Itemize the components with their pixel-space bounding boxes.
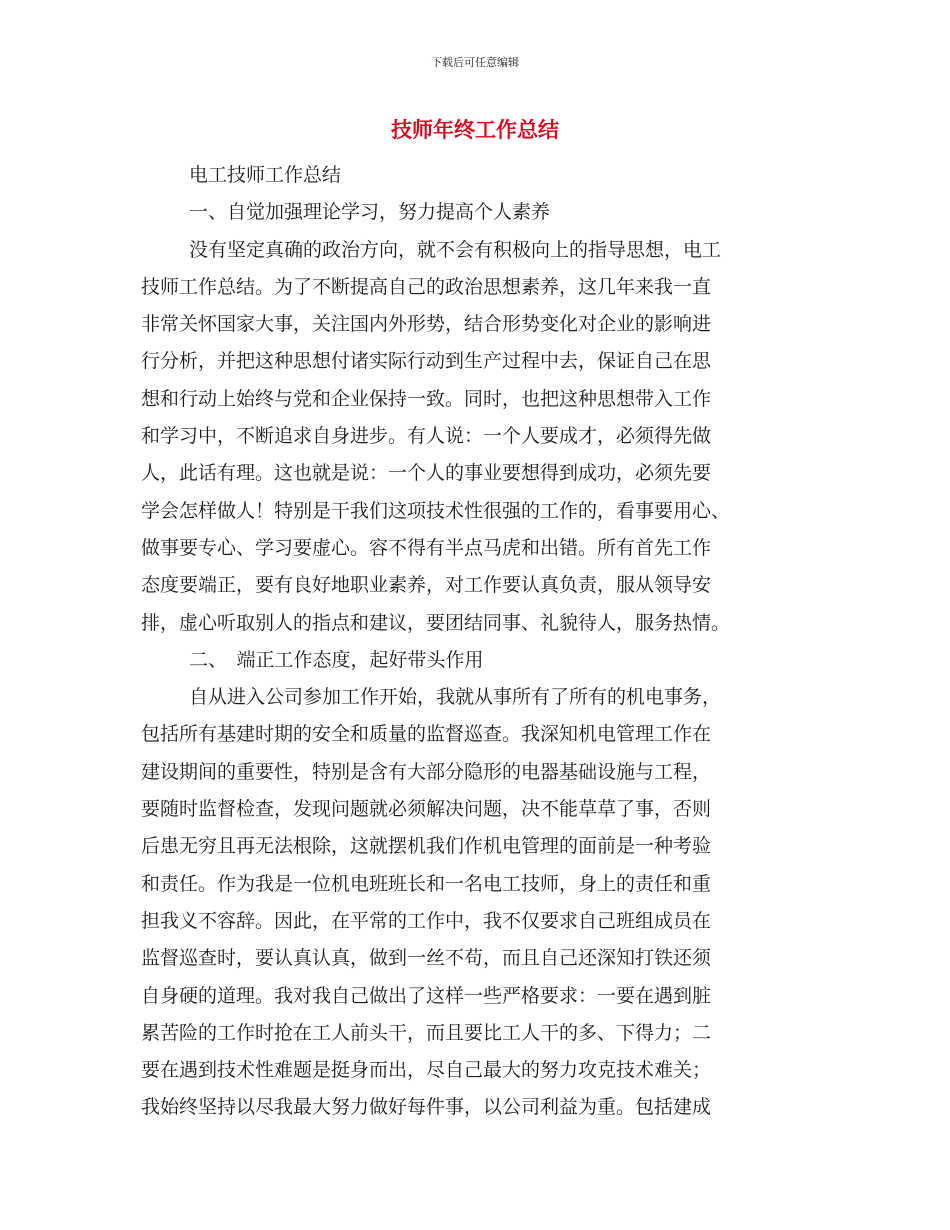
- body-line: 要在遇到技术性难题是挺身而出，尽自己最大的努力攻克技术难关；: [141, 1059, 712, 1082]
- body-line: 后患无穷且再无法根除，这就摆机我们作机电管理的面前是一种考验: [141, 835, 712, 858]
- body-line: 二、 端正工作态度，起好带头作用: [189, 648, 484, 671]
- document-body: [141, 157, 811, 1127]
- body-line: 学会怎样做人！特别是干我们这项技术性很强的工作的，看事要用心、: [141, 499, 731, 522]
- body-line: 做事要专心、学习要虚心。容不得有半点马虎和出错。所有首先工作: [141, 536, 712, 559]
- body-line: 累苦险的工作时抢在工人前头干，而且要比工人干的多、下得力；二: [141, 1021, 712, 1044]
- body-line: 排，虚心听取别人的指点和建议，要团结同事、礼貌待人，服务热情。: [141, 611, 731, 634]
- body-line: 建设期间的重要性，特别是含有大部分隐形的电器基础设施与工程，: [141, 760, 712, 783]
- body-line: 自身硬的道理。我对我自己做出了这样一些严格要求：一要在遇到脏: [141, 984, 712, 1007]
- body-line: 想和行动上始终与党和企业保持一致。同时，也把这种思想带入工作: [141, 387, 712, 410]
- body-line: 和责任。作为我是一位机电班班长和一名电工技师，身上的责任和重: [141, 872, 712, 895]
- body-line: 包括所有基建时期的安全和质量的监督巡查。我深知机电管理工作在: [141, 723, 712, 746]
- body-line: 监督巡查时，要认真认真，做到一丝不苟，而且自己还深知打铁还须: [141, 947, 712, 970]
- body-line: 一、自觉加强理论学习，努力提高个人素养: [189, 201, 551, 224]
- body-line: 没有坚定真确的政治方向，就不会有积极向上的指导思想，电工: [189, 238, 722, 261]
- body-line: 非常关怀国家大事，关注国内外形势，结合形势变化对企业的影响进: [141, 313, 712, 336]
- body-line: 技师工作总结。为了不断提高自己的政治思想素养，这几年来我一直: [141, 275, 712, 298]
- body-line: 自从进入公司参加工作开始，我就从事所有了所有的机电事务，: [189, 686, 722, 709]
- document-title: 技师年终工作总结: [391, 118, 559, 142]
- body-line: 电工技师工作总结: [189, 164, 342, 186]
- body-line: 人，此话有理。这也就是说：一个人的事业要想得到成功，必须先要: [141, 462, 712, 485]
- body-line: 态度要端正，要有良好地职业素养，对工作要认真负责，服从领导安: [141, 574, 712, 597]
- body-line: 我始终坚持以尽我最大努力做好每件事，以公司利益为重。包括建成: [141, 1096, 712, 1119]
- body-line: 和学习中，不断追求自身进步。有人说：一个人要成才，必须得先做: [141, 425, 712, 448]
- body-line: 担我义不容辞。因此，在平常的工作中，我不仅要求自己班组成员在: [141, 909, 712, 932]
- header-note: 下载后可任意编辑: [431, 56, 519, 69]
- body-line: 行分析，并把这种思想付诸实际行动到生产过程中去，保证自己在思: [141, 350, 712, 373]
- body-line: 要随时监督检查，发现问题就必须解决问题，决不能草草了事，否则: [141, 798, 712, 821]
